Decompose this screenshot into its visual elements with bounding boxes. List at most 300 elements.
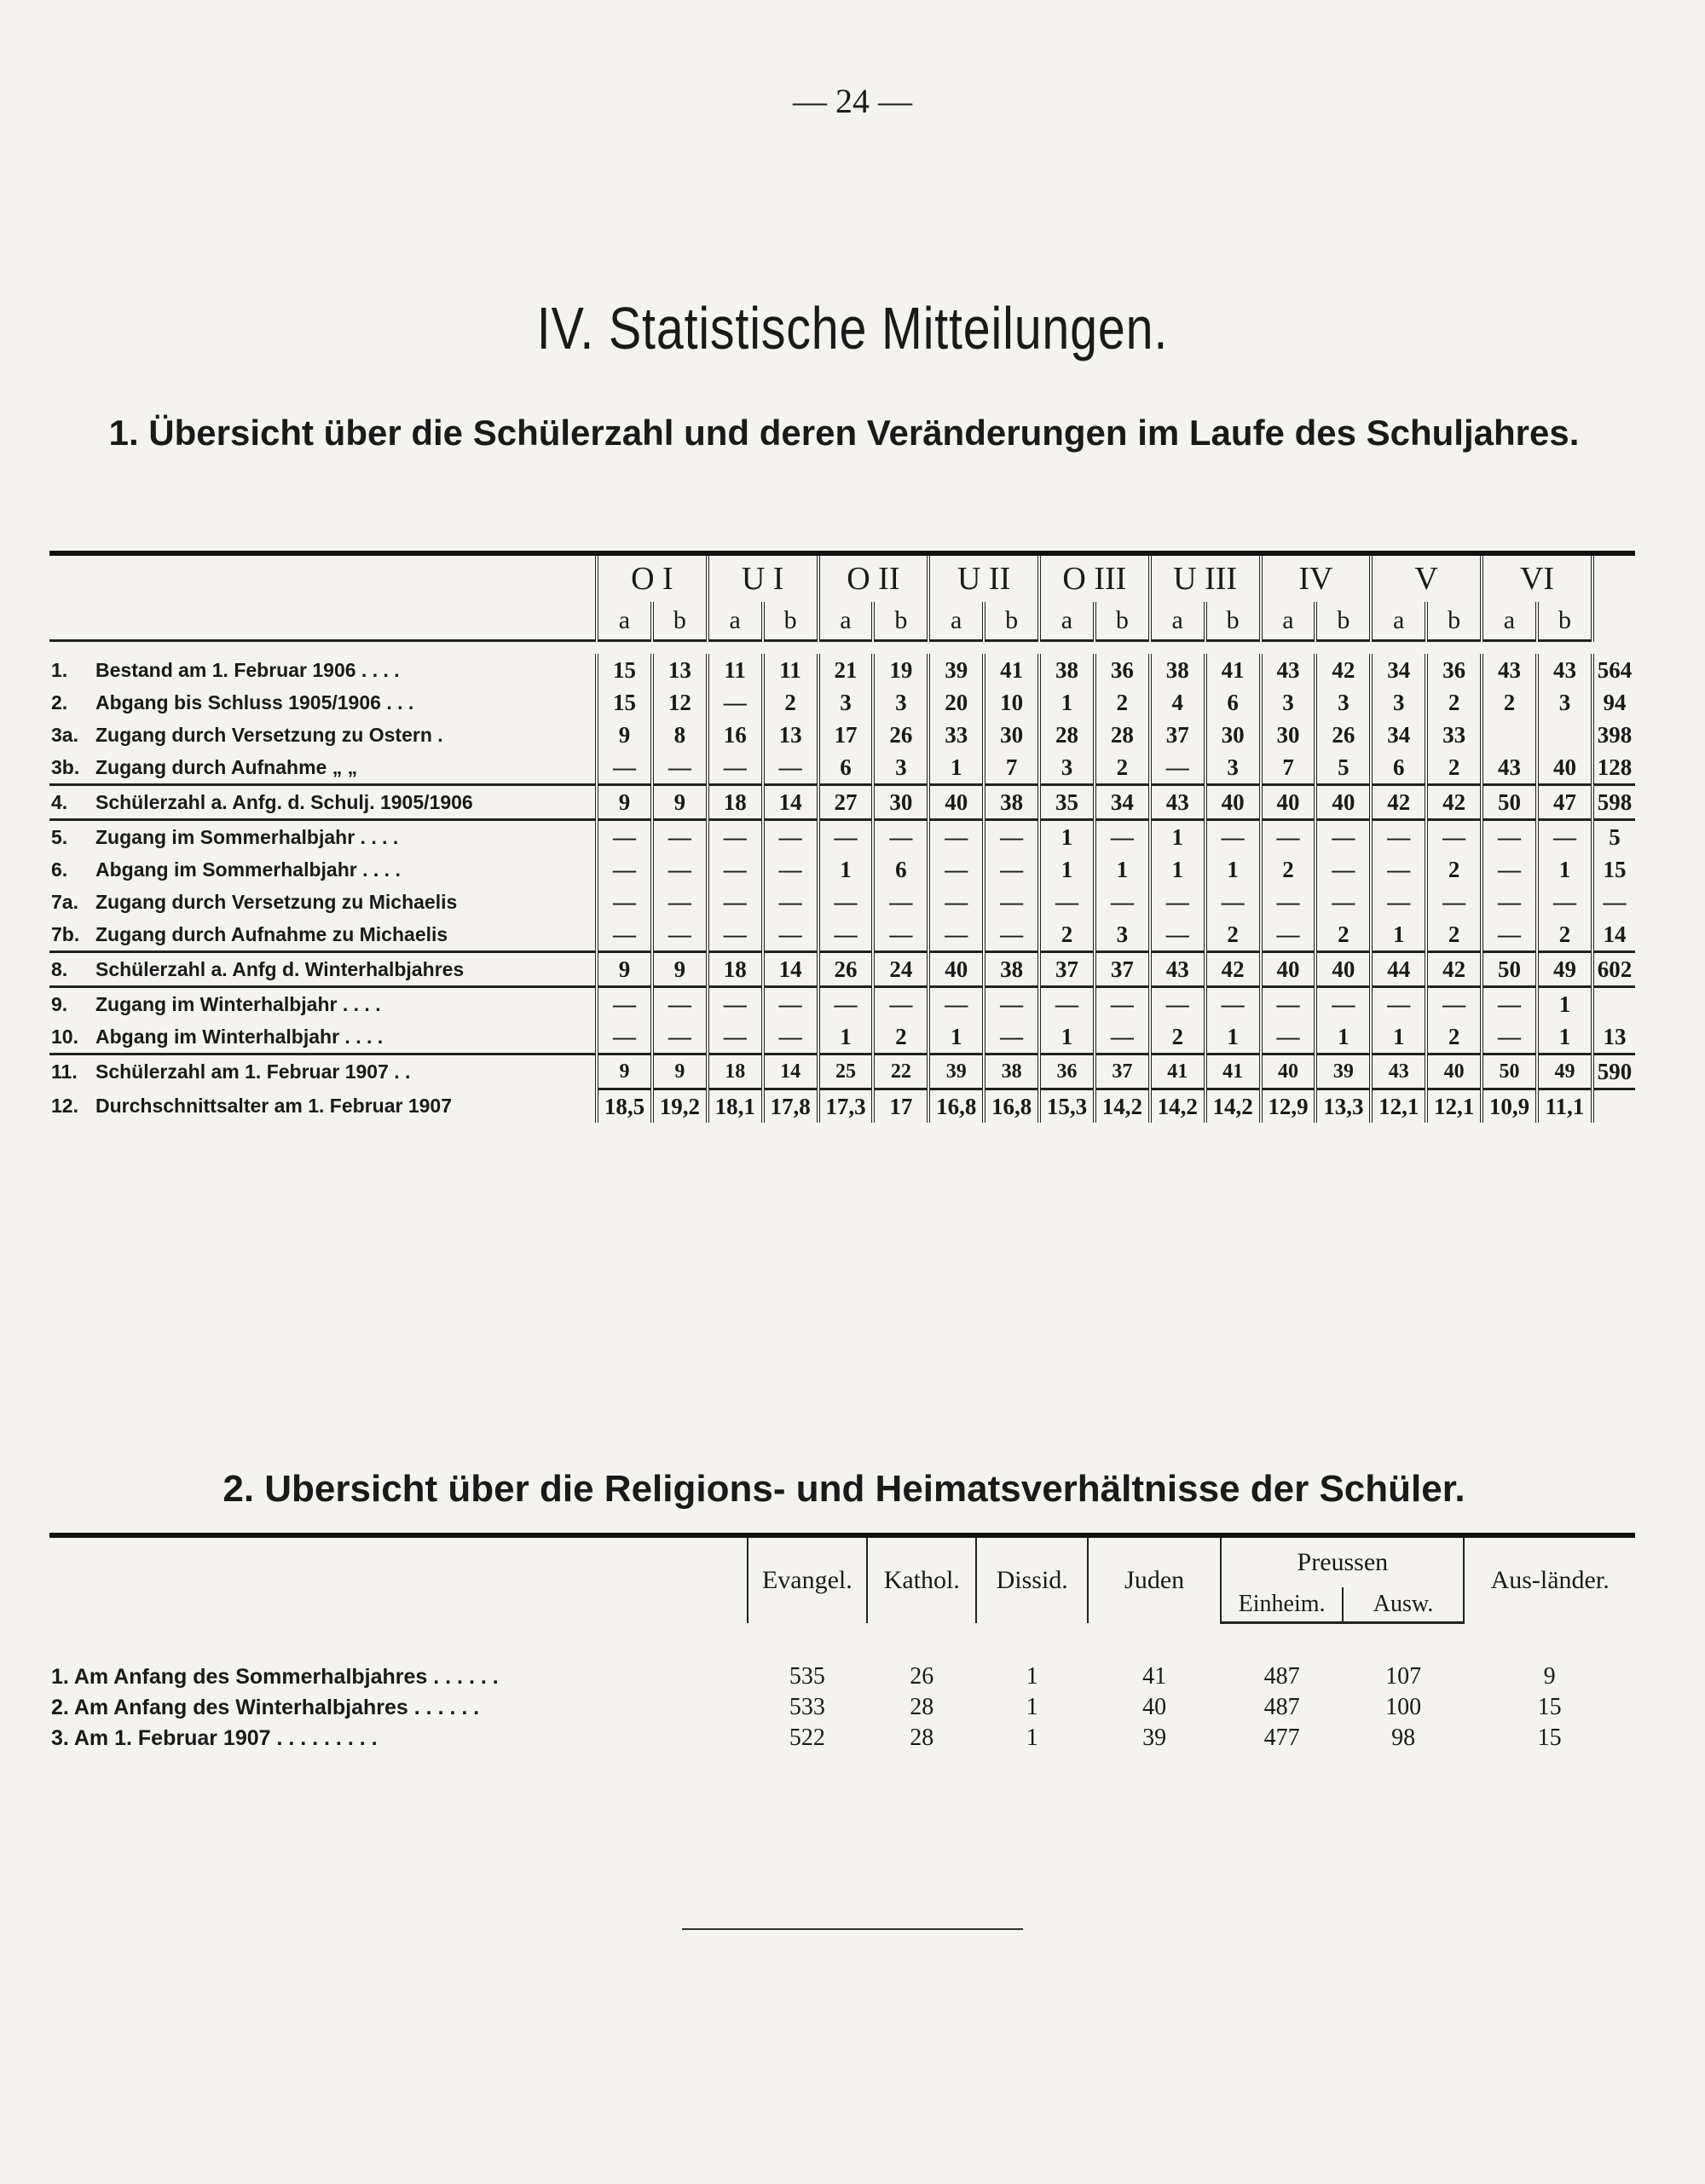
count-cell: 49 — [1537, 952, 1592, 987]
value-cell: 535 — [789, 1663, 825, 1690]
count-cell: 18 — [708, 1054, 763, 1089]
count-cell: 34 — [1371, 654, 1426, 686]
count-cell: 39 — [1315, 1054, 1371, 1089]
count-cell: — — [1095, 987, 1150, 1021]
table-row — [49, 751, 1635, 785]
count-cell: 26 — [1315, 719, 1371, 751]
count-cell: 40 — [1261, 952, 1316, 987]
count-cell: — — [928, 886, 984, 918]
count-cell: 18 — [708, 785, 763, 820]
count-cell: — — [1482, 820, 1537, 854]
count-cell: 26 — [818, 952, 874, 987]
row-number: 6. — [51, 858, 68, 881]
count-cell: 43 — [1371, 1054, 1426, 1089]
count-cell: — — [597, 853, 652, 886]
count-cell: — — [708, 987, 763, 1021]
count-cell: 9 — [652, 785, 708, 820]
subclass-header: b — [763, 602, 818, 641]
count-cell: — — [1315, 820, 1371, 854]
table-row — [49, 886, 1635, 918]
count-cell: — — [1482, 853, 1537, 886]
subclass-header-row — [49, 602, 1635, 641]
total-cell — [1592, 1089, 1635, 1124]
value-cell: 41 — [1142, 1663, 1167, 1690]
header-juden: Juden — [1088, 1535, 1222, 1623]
count-cell: 2 — [1537, 918, 1592, 952]
subclass-header: a — [1261, 602, 1316, 641]
count-cell: — — [708, 886, 763, 918]
row-label: Bestand am 1. Februar 1906 . . . . — [95, 658, 400, 681]
total-cell: 398 — [1592, 719, 1635, 751]
count-cell: 17,3 — [818, 1089, 874, 1124]
count-cell: — — [1205, 886, 1261, 918]
count-cell: 11,1 — [1537, 1089, 1592, 1124]
subclass-header: a — [1039, 602, 1095, 641]
count-cell: 50 — [1482, 785, 1537, 820]
count-cell: 3 — [1315, 686, 1371, 719]
count-cell: 6 — [1371, 751, 1426, 785]
class-header: O III — [1039, 553, 1150, 602]
count-cell: — — [984, 918, 1039, 952]
count-cell: 14 — [763, 1054, 818, 1089]
total-cell: — — [1592, 886, 1635, 918]
count-cell: — — [652, 820, 708, 854]
row-label: 1. Am Anfang des Sommerhalbjahres . . . . . . — [51, 1664, 499, 1689]
row-label: Schülerzahl a. Anfg d. Winterhalbjahres — [94, 952, 597, 987]
header-evangel: Evangel. — [748, 1535, 867, 1623]
count-cell: 37 — [1095, 1054, 1150, 1089]
count-cell: — — [1039, 987, 1095, 1021]
class-header: O II — [818, 553, 929, 602]
count-cell: — — [1261, 918, 1316, 952]
value-cell: 107 — [1385, 1663, 1422, 1690]
count-cell: 10 — [984, 686, 1039, 719]
value-cell: 100 — [1385, 1694, 1422, 1720]
count-cell: 8 — [652, 719, 708, 751]
count-cell: — — [1150, 751, 1205, 785]
class-header: O I — [597, 553, 708, 602]
count-cell — [1482, 719, 1537, 751]
count-cell: — — [597, 987, 652, 1021]
count-cell: 38 — [1150, 654, 1205, 686]
row-label: Schülerzahl a. Anfg. d. Schulj. 1905/1906 — [94, 785, 597, 820]
count-cell: 36 — [1095, 654, 1150, 686]
count-cell: 15,3 — [1039, 1089, 1095, 1124]
table2-title: 2. Ubersicht über die Religions- und Heimatsverhältnisse der Schüler. — [223, 1468, 1465, 1510]
count-cell — [1537, 719, 1592, 751]
count-cell: — — [1315, 853, 1371, 886]
count-cell: 10,9 — [1482, 1089, 1537, 1124]
table-row — [49, 1692, 1635, 1723]
count-cell: — — [652, 853, 708, 886]
subclass-header: a — [597, 602, 652, 641]
value-cell: 26 — [910, 1663, 934, 1690]
value-cell: 28 — [910, 1694, 934, 1720]
count-cell: 2 — [1261, 853, 1316, 886]
count-cell: 12,9 — [1261, 1089, 1316, 1124]
table-row — [49, 654, 1635, 686]
count-cell: 3 — [1537, 686, 1592, 719]
count-cell: 9 — [652, 1054, 708, 1089]
count-cell: 14,2 — [1150, 1089, 1205, 1124]
count-cell: 1 — [928, 1020, 984, 1054]
count-cell: 20 — [928, 686, 984, 719]
count-cell: 1 — [1150, 820, 1205, 854]
count-cell: 1 — [1371, 918, 1426, 952]
count-cell: 7 — [984, 751, 1039, 785]
count-cell: 2 — [1095, 686, 1150, 719]
count-cell: 1 — [1315, 1020, 1371, 1054]
count-cell: 14,2 — [1205, 1089, 1261, 1124]
count-cell: — — [1482, 987, 1537, 1021]
count-cell: 1 — [1537, 1020, 1592, 1054]
count-cell: 3 — [1095, 918, 1150, 952]
value-cell: 40 — [1142, 1694, 1167, 1720]
count-cell: 14,2 — [1095, 1089, 1150, 1124]
count-cell: — — [928, 918, 984, 952]
count-cell: — — [873, 918, 928, 952]
count-cell: 40 — [1315, 952, 1371, 987]
count-cell: — — [1426, 820, 1482, 854]
count-cell: 41 — [1205, 1054, 1261, 1089]
count-cell: 40 — [928, 785, 984, 820]
value-cell: 98 — [1391, 1725, 1416, 1751]
table1-body — [49, 641, 1635, 1124]
count-cell: 47 — [1537, 785, 1592, 820]
count-cell: — — [1261, 1020, 1316, 1054]
count-cell: — — [652, 918, 708, 952]
count-cell: 2 — [1205, 918, 1261, 952]
count-cell: 2 — [1426, 751, 1482, 785]
count-cell: 38 — [984, 785, 1039, 820]
count-cell: 14 — [763, 952, 818, 987]
count-cell: 9 — [652, 952, 708, 987]
row-number: 5. — [49, 820, 94, 854]
religion-home-table — [49, 1533, 1635, 1754]
value-cell: 39 — [1142, 1725, 1167, 1751]
count-cell: 41 — [1205, 654, 1261, 686]
class-header: VI — [1482, 553, 1592, 602]
count-cell: 1 — [1039, 1020, 1095, 1054]
total-cell: 602 — [1592, 952, 1635, 987]
count-cell: 15 — [597, 686, 652, 719]
count-cell: 43 — [1261, 654, 1316, 686]
value-cell: 487 — [1263, 1694, 1300, 1720]
class-header: U II — [928, 553, 1039, 602]
row-label: Zugang durch Versetzung zu Ostern . — [95, 723, 443, 746]
count-cell: 1 — [1205, 853, 1261, 886]
subclass-header: a — [1482, 602, 1537, 641]
row-label: Zugang durch Versetzung zu Michaelis — [95, 890, 458, 913]
subclass-header: b — [652, 602, 708, 641]
count-cell: — — [708, 686, 763, 719]
count-cell: 37 — [1095, 952, 1150, 987]
count-cell: — — [873, 987, 928, 1021]
value-cell: 28 — [910, 1725, 934, 1751]
count-cell: 43 — [1482, 751, 1537, 785]
value-cell: 1 — [1026, 1663, 1038, 1690]
header-ausw: Ausw. — [1343, 1587, 1464, 1623]
row-label: Schülerzahl am 1. Februar 1907 . . — [94, 1054, 597, 1089]
count-cell: — — [1315, 886, 1371, 918]
student-count-table — [49, 551, 1635, 1123]
row-label: Abgang im Sommerhalbjahr . . . . — [95, 858, 401, 881]
value-cell: 15 — [1537, 1725, 1562, 1751]
count-cell: 44 — [1371, 952, 1426, 987]
row-number: 12. — [51, 1094, 78, 1117]
count-cell: 19 — [873, 654, 928, 686]
count-cell: — — [708, 820, 763, 854]
count-cell: 34 — [1095, 785, 1150, 820]
count-cell: 9 — [597, 719, 652, 751]
count-cell: 1 — [1095, 853, 1150, 886]
count-cell: 2 — [1095, 751, 1150, 785]
count-cell: — — [928, 853, 984, 886]
class-header: U I — [708, 553, 818, 602]
header-preussen: Preussen — [1221, 1535, 1464, 1587]
count-cell: 37 — [1039, 952, 1095, 987]
count-cell: 18,1 — [708, 1089, 763, 1124]
count-cell: 25 — [818, 1054, 874, 1089]
count-cell: 19,2 — [652, 1089, 708, 1124]
count-cell: 40 — [1205, 785, 1261, 820]
count-cell: 28 — [1039, 719, 1095, 751]
count-cell: 43 — [1482, 654, 1537, 686]
count-cell: — — [763, 820, 818, 854]
count-cell: 2 — [763, 686, 818, 719]
count-cell: — — [1482, 918, 1537, 952]
count-cell: 14 — [763, 785, 818, 820]
count-cell: — — [708, 751, 763, 785]
count-cell: — — [1261, 886, 1316, 918]
count-cell: 2 — [1482, 686, 1537, 719]
table1-title: 1. Übersicht über die Schülerzahl und deren Veränderungen im Laufe des Schuljahres. — [108, 413, 1580, 453]
count-cell: 1 — [1371, 1020, 1426, 1054]
count-cell: 1 — [1537, 987, 1592, 1021]
table2-header-row — [49, 1535, 1635, 1587]
count-cell: 33 — [928, 719, 984, 751]
count-cell: — — [1482, 1020, 1537, 1054]
row-number: 8. — [49, 952, 94, 987]
page-number: — 24 — — [793, 82, 912, 120]
subclass-header: a — [708, 602, 763, 641]
count-cell: 17,8 — [763, 1089, 818, 1124]
count-cell: 2 — [1150, 1020, 1205, 1054]
value-cell: 533 — [789, 1694, 825, 1720]
count-cell: — — [1371, 820, 1426, 854]
count-cell: 50 — [1482, 952, 1537, 987]
value-cell: 487 — [1263, 1663, 1300, 1690]
count-cell: 1 — [1205, 1020, 1261, 1054]
count-cell: — — [928, 820, 984, 854]
count-cell: 18,5 — [597, 1089, 652, 1124]
count-cell: 2 — [1426, 918, 1482, 952]
count-cell: — — [1482, 886, 1537, 918]
count-cell: 9 — [597, 785, 652, 820]
count-cell: 3 — [1261, 686, 1316, 719]
row-label: Zugang durch Aufnahme zu Michaelis — [95, 922, 448, 945]
count-cell: — — [763, 918, 818, 952]
count-cell: 36 — [1426, 654, 1482, 686]
table-row — [49, 719, 1635, 751]
count-cell: 13 — [652, 654, 708, 686]
count-cell: 40 — [1315, 785, 1371, 820]
count-cell: — — [1095, 820, 1150, 854]
count-cell: — — [984, 1020, 1039, 1054]
count-cell: 39 — [928, 1054, 984, 1089]
count-cell: — — [984, 886, 1039, 918]
count-cell: 40 — [928, 952, 984, 987]
subclass-header: b — [873, 602, 928, 641]
count-cell: 40 — [1261, 785, 1316, 820]
count-cell: 3 — [818, 686, 874, 719]
count-cell: 17 — [873, 1089, 928, 1124]
total-cell: 15 — [1592, 853, 1635, 886]
count-cell: 1 — [1150, 853, 1205, 886]
count-cell: — — [818, 918, 874, 952]
count-cell: — — [818, 886, 874, 918]
count-cell: 22 — [873, 1054, 928, 1089]
count-cell: 42 — [1371, 785, 1426, 820]
closing-rule — [682, 1928, 1023, 1930]
count-cell: 28 — [1095, 719, 1150, 751]
count-cell: 50 — [1482, 1054, 1537, 1089]
row-number: 3a. — [51, 723, 78, 746]
count-cell: — — [1205, 987, 1261, 1021]
header-auslaender: Aus-länder. — [1464, 1535, 1635, 1623]
row-number: 7a. — [51, 890, 78, 913]
count-cell: 41 — [984, 654, 1039, 686]
table-row — [49, 1661, 1635, 1692]
row-number: 9. — [49, 987, 94, 1021]
count-cell: 49 — [1537, 1054, 1592, 1089]
count-cell: — — [1261, 820, 1316, 854]
table-row — [49, 820, 1635, 854]
count-cell: — — [984, 820, 1039, 854]
subclass-header: a — [1371, 602, 1426, 641]
count-cell: 3 — [873, 751, 928, 785]
count-cell: 3 — [1039, 751, 1095, 785]
count-cell: 40 — [1426, 1054, 1482, 1089]
table-row — [49, 1020, 1635, 1054]
subclass-header: b — [1537, 602, 1592, 641]
count-cell: — — [984, 987, 1039, 1021]
count-cell: 1 — [1039, 853, 1095, 886]
subclass-header: b — [1095, 602, 1150, 641]
row-label: Abgang im Winterhalbjahr . . . . — [95, 1025, 384, 1048]
count-cell: 34 — [1371, 719, 1426, 751]
count-cell: — — [597, 1020, 652, 1054]
count-cell: — — [763, 987, 818, 1021]
value-cell: 1 — [1026, 1694, 1038, 1720]
count-cell: 42 — [1426, 952, 1482, 987]
count-cell: 13,3 — [1315, 1089, 1371, 1124]
count-cell: 30 — [1261, 719, 1316, 751]
total-cell: 13 — [1592, 1020, 1635, 1054]
total-cell — [1592, 987, 1635, 1021]
count-cell: 43 — [1150, 785, 1205, 820]
total-cell: 94 — [1592, 686, 1635, 719]
subclass-header: b — [1205, 602, 1261, 641]
count-cell: — — [873, 820, 928, 854]
count-cell: 6 — [873, 853, 928, 886]
count-cell: 38 — [1039, 654, 1095, 686]
subclass-header: a — [1150, 602, 1205, 641]
row-number: 11. — [49, 1054, 94, 1089]
count-cell: — — [1150, 987, 1205, 1021]
total-cell: 5 — [1592, 820, 1635, 854]
count-cell: 39 — [928, 654, 984, 686]
count-cell: — — [873, 886, 928, 918]
count-cell: 17 — [818, 719, 874, 751]
table-row — [49, 1054, 1635, 1089]
count-cell: 5 — [1315, 751, 1371, 785]
count-cell: 27 — [818, 785, 874, 820]
count-cell: 9 — [597, 1054, 652, 1089]
count-cell: — — [652, 987, 708, 1021]
count-cell: — — [1205, 820, 1261, 854]
count-cell: 2 — [1039, 918, 1095, 952]
count-cell: — — [1537, 886, 1592, 918]
count-cell: 42 — [1315, 654, 1371, 686]
count-cell: 18 — [708, 952, 763, 987]
count-cell: 11 — [708, 654, 763, 686]
count-cell: 3 — [873, 686, 928, 719]
value-cell: 522 — [789, 1725, 825, 1751]
row-label: Abgang bis Schluss 1905/1906 . . . — [95, 690, 414, 714]
row-label: Durchschnittsalter am 1. Februar 1907 — [95, 1094, 452, 1117]
count-cell: 40 — [1261, 1054, 1316, 1089]
count-cell: — — [708, 853, 763, 886]
count-cell: — — [1371, 853, 1426, 886]
count-cell: — — [597, 886, 652, 918]
count-cell: — — [652, 1020, 708, 1054]
count-cell: — — [652, 886, 708, 918]
count-cell: 43 — [1150, 952, 1205, 987]
count-cell: 11 — [763, 654, 818, 686]
table2-body — [49, 1661, 1635, 1754]
count-cell: — — [984, 853, 1039, 886]
count-cell: 35 — [1039, 785, 1095, 820]
table-row — [49, 1089, 1635, 1124]
count-cell: 2 — [873, 1020, 928, 1054]
count-cell: 13 — [763, 719, 818, 751]
row-label: Zugang im Sommerhalbjahr . . . . — [94, 820, 597, 854]
class-header: U III — [1150, 553, 1261, 602]
row-number: 3b. — [51, 755, 80, 778]
row-number: 10. — [51, 1025, 78, 1048]
count-cell: 33 — [1426, 719, 1482, 751]
count-cell: — — [1261, 987, 1316, 1021]
count-cell: — — [763, 1020, 818, 1054]
total-cell: 564 — [1592, 654, 1635, 686]
value-cell: 15 — [1537, 1694, 1562, 1720]
count-cell: — — [1371, 886, 1426, 918]
count-cell: 12,1 — [1426, 1089, 1482, 1124]
count-cell: 6 — [1205, 686, 1261, 719]
count-cell: — — [597, 918, 652, 952]
table-row — [49, 686, 1635, 719]
section-title: IV. Statistische Mitteilungen. — [536, 295, 1169, 361]
count-cell: 4 — [1150, 686, 1205, 719]
subclass-header: b — [1426, 602, 1482, 641]
count-cell: 1 — [928, 751, 984, 785]
header-einheim: Einheim. — [1221, 1587, 1342, 1623]
count-cell: 2 — [1426, 853, 1482, 886]
count-cell: 26 — [873, 719, 928, 751]
count-cell: — — [652, 751, 708, 785]
row-label: Zugang im Winterhalbjahr . . . . — [94, 987, 597, 1021]
